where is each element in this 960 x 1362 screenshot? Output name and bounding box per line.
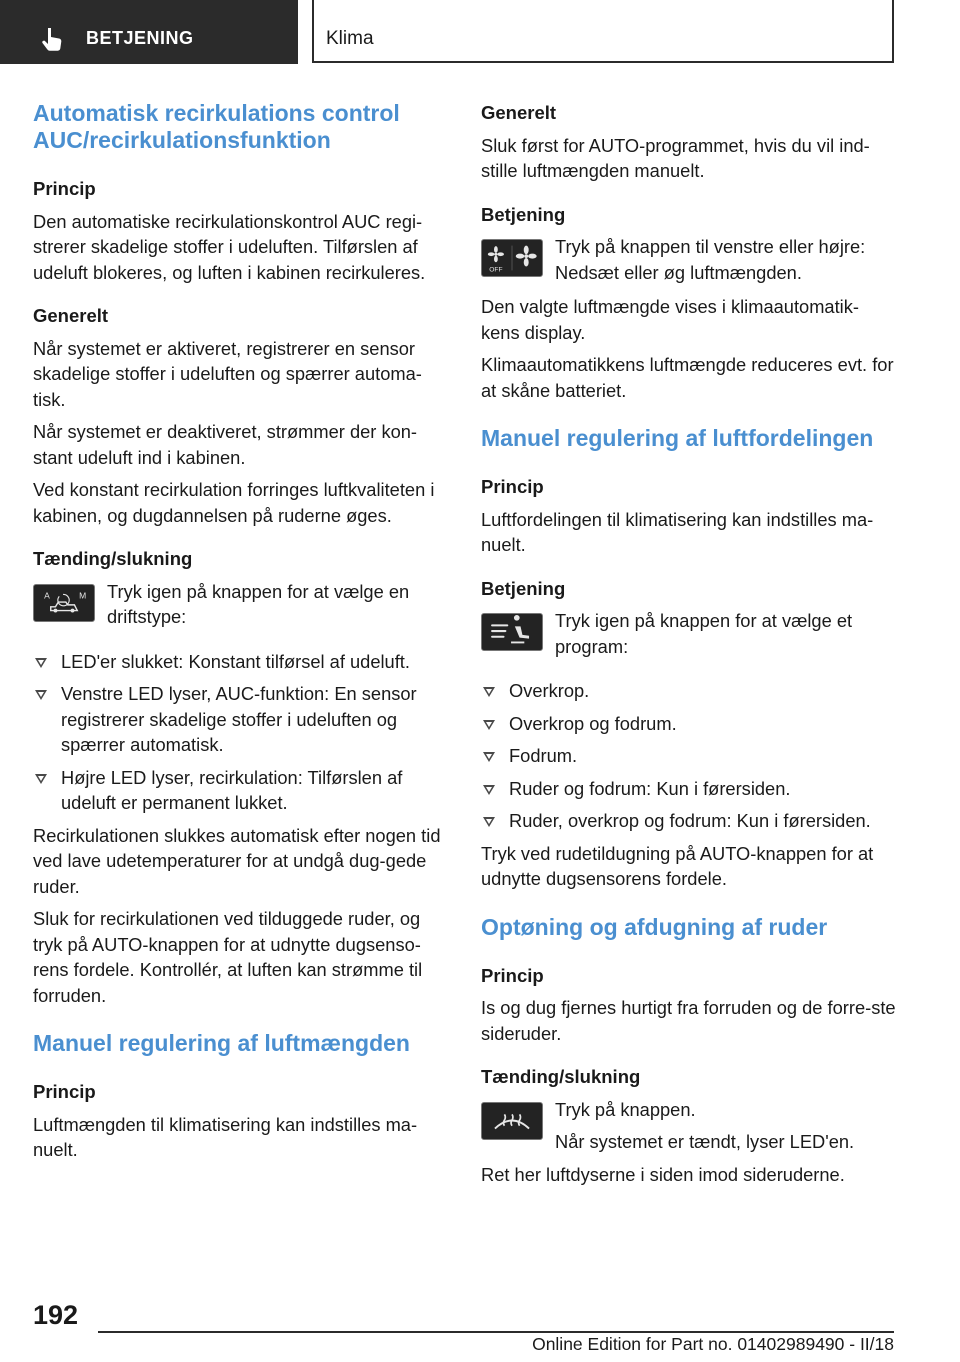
section-tab bbox=[0, 0, 298, 64]
operation-text: Tryk på knappen til venstre eller højre: Nedsæt eller øg luftmængden. bbox=[555, 236, 866, 283]
triangle-bullet-icon bbox=[483, 720, 495, 730]
paragraph: Luftmængden til klimatisering kan indstilles ma-nuelt. bbox=[33, 1113, 418, 1160]
fan-off-label: OFF bbox=[489, 266, 503, 274]
heading-luftfordelingen: Manuel regulering af luftfordelingen bbox=[481, 425, 874, 451]
operation-row bbox=[481, 234, 897, 286]
page-number: 192 bbox=[33, 1300, 79, 1330]
auc-label-m: M bbox=[79, 589, 87, 600]
triangle-bullet-icon bbox=[35, 774, 47, 784]
section-tab-label: BETJENING bbox=[86, 28, 194, 48]
chapter-header bbox=[312, 0, 894, 63]
list-item: Ruder, overkrop og fodrum: Kun i førersiden. bbox=[481, 808, 897, 834]
subheading-princip: Princip bbox=[481, 476, 544, 497]
paragraph: Når systemet er deaktiveret, strømmer der kon-stant udeluft ind i kabinen. bbox=[33, 421, 418, 468]
triangle-bullet-icon bbox=[483, 752, 495, 762]
paragraph: Luftfordelingen til klimatisering kan indstilles ma-nuelt. bbox=[481, 508, 874, 555]
operation-text: Tryk igen på knappen for at vælge et program: bbox=[555, 610, 853, 657]
operation-text: Når systemet er tændt, lyser LED'en. bbox=[555, 1131, 855, 1152]
footer-edition: Online Edition for Part no. 01402989490 - II/18 bbox=[532, 1334, 894, 1354]
subheading-generelt: Generelt bbox=[481, 102, 557, 123]
subheading-princip: Princip bbox=[481, 964, 544, 986]
list-item: Venstre LED lyser, AUC-funktion: En sensor registrerer skadelige stoffer i udeluften og spærrer automatisk. bbox=[33, 681, 447, 758]
paragraph: Is og dug fjernes hurtigt fra forruden og de forre-ste sideruder. bbox=[481, 997, 896, 1044]
right-column bbox=[481, 100, 897, 1187]
triangle-bullet-icon bbox=[483, 817, 495, 827]
subheading-generelt: Generelt bbox=[33, 305, 109, 326]
triangle-bullet-icon bbox=[35, 690, 47, 700]
defrost-button-icon bbox=[481, 1102, 543, 1140]
paragraph: Recirkulationen slukkes automatisk efter nogen tid ved lave udetemperaturer for at undgå dug-gede ruder. bbox=[33, 824, 441, 897]
paragraph: Den automatiske recirkulationskontrol AUC regi-strerer skadelige stoffer i udeluften. Tilførslen af udeluft blokeres, og luften i kabinen recirkuleres. bbox=[33, 210, 426, 283]
operation-row bbox=[481, 1097, 897, 1155]
auc-label-a: A bbox=[44, 589, 50, 600]
subheading-betjening: Betjening bbox=[481, 577, 566, 599]
subheading-princip: Princip bbox=[33, 178, 96, 199]
operation-text: Tryk igen på knappen for at vælge en driftstype: bbox=[107, 580, 410, 627]
list-item: Overkrop og fodrum. bbox=[481, 711, 897, 737]
heading-auc: Automatisk recirkulations control AUC/recirkulationsfunktion bbox=[33, 100, 400, 153]
paragraph: Sluk først for AUTO-programmet, hvis du vil ind-stille luftmængden manuelt. bbox=[481, 134, 870, 181]
subheading-princip: Princip bbox=[33, 1081, 96, 1102]
triangle-bullet-icon bbox=[35, 658, 47, 668]
subheading-taending: Tænding/slukning bbox=[481, 1066, 641, 1087]
list-item: Ruder og fodrum: Kun i førersiden. bbox=[481, 776, 897, 802]
bullet-list bbox=[481, 678, 897, 834]
paragraph: Ret her luftdyserne i siden imod sideruderne. bbox=[481, 1163, 845, 1185]
paragraph: Den valgte luftmængde vises i klimaautomatik-kens display. bbox=[481, 296, 859, 343]
paragraph: Klimaautomatikkens luftmængde reduceres evt. for at skåne batteriet. bbox=[481, 354, 894, 401]
auc-recirculation-button-icon bbox=[33, 584, 95, 622]
hand-pointer-icon bbox=[40, 26, 66, 52]
list-item: Overkrop. bbox=[481, 678, 897, 704]
list-item: LED'er slukket: Konstant tilførsel af udeluft. bbox=[33, 649, 447, 675]
paragraph: Tryk ved rudetildugning på AUTO-knappen for at udnytte dugsensorens fordele. bbox=[481, 842, 874, 889]
triangle-bullet-icon bbox=[483, 687, 495, 697]
chapter-title: Klima bbox=[326, 28, 374, 49]
fan-speed-button-icon bbox=[481, 239, 543, 277]
operation-row bbox=[481, 608, 897, 660]
subheading-betjening: Betjening bbox=[481, 203, 566, 225]
operation-text: Tryk på knappen. bbox=[555, 1098, 696, 1120]
footer-divider bbox=[98, 1331, 894, 1333]
triangle-bullet-icon bbox=[483, 785, 495, 795]
operation-row bbox=[33, 579, 447, 631]
paragraph: Sluk for recirkulationen ved tilduggede ruder, og tryk på AUTO-knappen for at udnytte dugsenso-rens fordele. Kontrollér, at luften kan strømme til forruden. bbox=[33, 908, 423, 1006]
list-item: Højre LED lyser, recirkulation: Tilførslen af udeluft er permanent lukket. bbox=[33, 765, 447, 816]
heading-luftmaengden: Manuel regulering af luftmængden bbox=[33, 1030, 410, 1056]
left-column bbox=[33, 100, 447, 1163]
paragraph: Når systemet er aktiveret, registrerer en sensor skadelige stoffer i udeluften og spærrer automa-tisk. bbox=[33, 337, 422, 410]
paragraph: Ved konstant recirkulation forringes luftkvaliteten i kabinen, og dugdannelsen på ruderne øges. bbox=[33, 479, 435, 526]
air-distribution-button-icon bbox=[481, 613, 543, 651]
list-item: Fodrum. bbox=[481, 743, 897, 769]
bullet-list bbox=[33, 649, 447, 816]
heading-optoning: Optøning og afdugning af ruder bbox=[481, 913, 828, 940]
subheading-taending: Tænding/slukning bbox=[33, 548, 193, 569]
